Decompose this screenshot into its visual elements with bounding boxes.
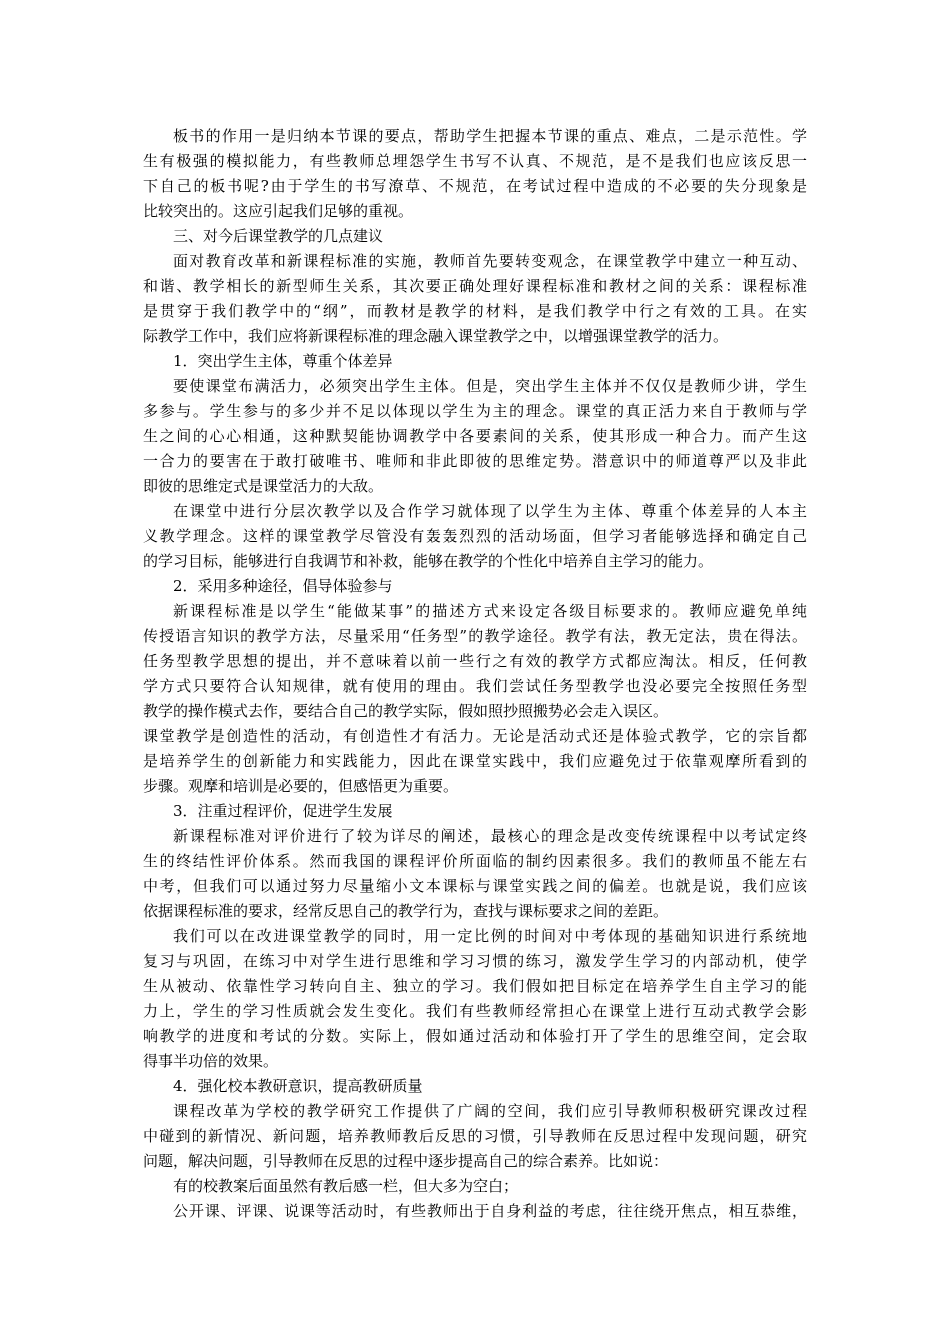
text-line: 和谐、教学相长的新型师生关系，其次要正确处理好课程标准和教材之间的关系：课程标准 [143, 277, 807, 295]
text-line: 要使课堂布满活力，必须突出学生主体。但是，突出学生主体并不仅仅是教师少讲，学生 [173, 377, 807, 395]
text-line: 4．强化校本教研意识，提高教研质量 [173, 1077, 423, 1095]
text-line: 力上，学生的学习性质就会发生变化。我们有些教师经常担心在课堂上进行互动式教学会影 [143, 1002, 807, 1020]
text-line: 是贯穿于我们教学中的“纲”，而教材是教学的材料，是我们教学中行之有效的工具。在实 [143, 302, 807, 320]
text-line: 任务型教学思想的提出，并不意味着以前一些行之有效的教学方式都应淘汰。相反，任何教 [143, 652, 807, 670]
text-line: 三、对今后课堂教学的几点建议 [173, 227, 384, 245]
text-line: 的学习目标，能够进行自我调节和补救，能够在教学的个性化中培养自主学习的能力。 [143, 552, 714, 570]
text-line: 面对教育改革和新课程标准的实施，教师首先要转变观念，在课堂教学中建立一种互动、 [173, 252, 807, 270]
document-body [143, 124, 807, 1224]
text-line: 义教学理念。这样的课堂教学尽管没有轰轰烈烈的活动场面，但学习者能够选择和确定自己 [143, 527, 807, 545]
text-line: 公开课、评课、说课等活动时，有些教师出于自身利益的考虑，往往绕开焦点，相互恭维， [173, 1202, 807, 1220]
text-line: 响教学的进度和考试的分数。实际上，假如通过活动和体验打开了学生的思维空间，定会取 [143, 1027, 807, 1045]
text-line: 板书的作用一是归纳本节课的要点，帮助学生把握本节课的重点、难点，二是示范性。学 [173, 127, 807, 145]
text-line: 依据课程标准的要求，经常反思自己的教学行为，查找与课标要求之间的差距。 [143, 902, 669, 920]
text-line: 1．突出学生主体，尊重个体差异 [173, 352, 393, 370]
text-line: 课堂教学是创造性的活动，有创造性才有活力。无论是活动式还是体验式教学，它的宗旨都 [143, 727, 807, 745]
text-line: 生的终结性评价体系。然而我国的课程评价所面临的制约因素很多。我们的教师虽不能左右 [143, 852, 807, 870]
text-line: 生有极强的模拟能力，有些教师总埋怨学生书写不认真、不规范，是不是我们也应该反思一 [143, 152, 807, 170]
text-line: 生之间的心心相通，这种默契能协调教学中各要素间的关系，使其形成一种合力。而产生这 [143, 427, 807, 445]
text-line: 比较突出的。这应引起我们足够的重视。 [143, 202, 414, 220]
text-line: 问题，解决问题，引导教师在反思的过程中逐步提高自己的综合素养。比如说： [143, 1152, 669, 1170]
text-line: 我们可以在改进课堂教学的同时，用一定比例的时间对中考体现的基础知识进行系统地 [173, 927, 807, 945]
text-line: 得事半功倍的效果。 [143, 1052, 279, 1070]
text-line: 在课堂中进行分层次教学以及合作学习就体现了以学生为主体、尊重个体差异的人本主 [173, 502, 807, 520]
text-line: 是培养学生的创新能力和实践能力，因此在课堂实践中，我们应避免过于依靠观摩所看到的 [143, 752, 807, 770]
text-line: 中碰到的新情况、新问题，培养教师教后反思的习惯，引导教师在反思过程中发现问题，研究 [143, 1127, 807, 1145]
text-line: 教学的操作模式去作，要结合自己的教学实际，假如照抄照搬势必会走入误区。 [143, 702, 669, 720]
text-line: 新课程标准是以学生“能做某事”的描述方式来设定各级目标要求的。教师应避免单纯 [173, 602, 807, 620]
text-line: 课程改革为学校的教学研究工作提供了广阔的空间，我们应引导教师积极研究课改过程 [173, 1102, 807, 1120]
text-line: 际教学工作中，我们应将新课程标准的理念融入课堂教学之中，以增强课堂教学的活力。 [143, 327, 729, 345]
text-line: 新课程标准对评价进行了较为详尽的阐述，最核心的理念是改变传统课程中以考试定终 [173, 827, 807, 845]
text-line: 步骤。观摩和培训是必要的，但感悟更为重要。 [143, 777, 459, 795]
text-line: 多参与。学生参与的多少并不足以体现以学生为主的理念。课堂的真正活力来自于教师与学 [143, 402, 807, 420]
text-line: 学方式只要符合认知规律，就有使用的理由。我们尝试任务型教学也没必要完全按照任务型 [143, 677, 807, 695]
text-line: 即彼的思维定式是课堂活力的大敌。 [143, 477, 384, 495]
text-line: 下自己的板书呢?由于学生的书写潦草、不规范，在考试过程中造成的不必要的失分现象是 [143, 177, 807, 195]
text-line: 2．采用多种途径，倡导体验参与 [173, 577, 393, 595]
text-line: 3．注重过程评价，促进学生发展 [173, 802, 393, 820]
text-line: 传授语言知识的教学方法，尽量采用“任务型”的教学途径。教学有法，教无定法，贵在得法。 [143, 627, 807, 645]
text-line: 有的校教案后面虽然有教后感一栏，但大多为空白； [173, 1177, 519, 1195]
text-line: 生从被动、依靠性学习转向自主、独立的学习。我们假如把目标定在培养学生自主学习的能 [143, 977, 807, 995]
text-line: 中考，但我们可以通过努力尽量缩小文本课标与课堂实践之间的偏差。也就是说，我们应该 [143, 877, 807, 895]
text-line: 复习与巩固，在练习中对学生进行思维和学习习惯的练习，激发学生学习的内部动机，使学 [143, 952, 807, 970]
text-line: 一合力的要害在于敢打破唯书、唯师和非此即彼的思维定势。潜意识中的师道尊严以及非此 [143, 452, 807, 470]
